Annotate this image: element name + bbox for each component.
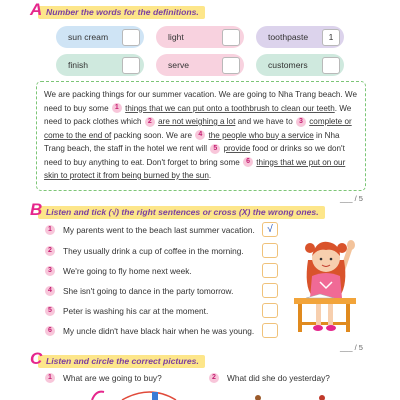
- tick-box[interactable]: [262, 303, 278, 318]
- section-a-letter: A: [30, 0, 43, 19]
- chip-word: serve: [168, 60, 190, 70]
- item-number: 5: [45, 306, 55, 316]
- tick-box[interactable]: [262, 283, 278, 298]
- answer-box[interactable]: [222, 57, 240, 74]
- section-b-score: ___ / 5: [340, 343, 363, 352]
- item-number: 2: [45, 246, 55, 256]
- section-b-letter: B: [30, 200, 43, 219]
- word-chip-light: [156, 26, 244, 48]
- blank-number: 3: [296, 117, 306, 127]
- word-chip-sun-cream: [56, 26, 144, 48]
- definition-underlined: are not weighing a lot: [158, 117, 236, 126]
- picture-options-partial: [0, 388, 400, 400]
- question-text: What did she do yesterday?: [227, 373, 330, 383]
- section-b-header: [30, 200, 325, 219]
- chip-word: toothpaste: [268, 32, 309, 42]
- statement-row: [44, 324, 254, 338]
- tick-box[interactable]: [262, 263, 278, 278]
- statement-row: [44, 264, 192, 278]
- section-a-title: Number the words for the definitions.: [46, 7, 199, 17]
- section-c-letter: C: [30, 349, 43, 368]
- definition-passage: [36, 81, 366, 191]
- answer-box[interactable]: 1: [322, 29, 340, 46]
- blank-number: 5: [210, 144, 220, 154]
- word-chip-finish: [56, 54, 144, 76]
- passage-text: . We need to pack clothes which: [44, 103, 352, 126]
- section-b-title: Listen and tick (√) the right sentences or cross (X) the wrong ones.: [46, 207, 319, 217]
- chip-word: finish: [68, 60, 89, 70]
- statement-text: My uncle didn't have black hair when he was young.: [63, 326, 255, 336]
- passage-text: food or drinks so we don't need to buy anything to eat. Don't forget to bring some: [44, 144, 345, 167]
- question-1: [44, 373, 162, 383]
- definition-underlined: things that we put on our skin to protect it from being burned by the sun: [44, 157, 346, 180]
- question-2: [208, 373, 330, 383]
- section-a-header: [30, 0, 205, 19]
- passage-text: .: [208, 171, 212, 180]
- definition-underlined: complete or come to the end of: [44, 117, 352, 140]
- blank-number: 4: [195, 130, 205, 140]
- passage-text: in Nha Trang beach, the staff in the hotel we rent will: [44, 130, 340, 153]
- blank-number: 6: [243, 157, 253, 167]
- chip-word: sun cream: [68, 32, 109, 42]
- word-chip-customers: [256, 54, 344, 76]
- answer-box[interactable]: [122, 29, 140, 46]
- passage-text: We are packing things for our summer vacation. We are going to Nha Trang beach. We need to buy some: [44, 90, 357, 113]
- tick-box[interactable]: [262, 323, 278, 338]
- tick-box[interactable]: [262, 243, 278, 258]
- word-chip-serve: [156, 54, 244, 76]
- definition-underlined: provide: [223, 144, 251, 153]
- chip-word: customers: [268, 60, 308, 70]
- answer-box[interactable]: [122, 57, 140, 74]
- section-c-title-bar: [38, 355, 205, 368]
- passage-text: and we have to: [235, 117, 295, 126]
- statement-text: We're going to fly home next week.: [63, 266, 192, 276]
- definition-underlined: things that we can put onto a toothbrush to clean our teeth: [125, 103, 335, 113]
- tick-box[interactable]: √: [262, 222, 278, 237]
- item-number: 4: [45, 286, 55, 296]
- item-number: 1: [45, 225, 55, 235]
- statement-text: Peter is washing his car at the moment.: [63, 306, 209, 316]
- statement-text: My parents went to the beach last summer vacation.: [63, 225, 255, 235]
- section-a-score: ___ / 5: [340, 194, 363, 203]
- passage-text: packing soon. We are: [111, 130, 195, 140]
- answer-box[interactable]: [322, 57, 340, 74]
- blank-number: 1: [112, 103, 122, 113]
- statement-text: They usually drink a cup of coffee in the morning.: [63, 246, 244, 256]
- section-c-header: [30, 349, 205, 368]
- item-number: 2: [209, 373, 219, 383]
- item-number: 3: [45, 266, 55, 276]
- question-text: What are we going to buy?: [63, 373, 162, 383]
- statement-row: [44, 223, 255, 237]
- section-b-title-bar: [38, 206, 325, 219]
- item-number: 1: [45, 373, 55, 383]
- item-number: 6: [45, 326, 55, 336]
- statement-row: [44, 284, 233, 298]
- statement-row: [44, 244, 244, 258]
- word-chip-toothpaste: [256, 26, 344, 48]
- statement-row: [44, 304, 208, 318]
- definition-underlined: the people who buy a service: [208, 130, 314, 140]
- blank-number: 2: [145, 117, 155, 127]
- section-a-title-bar: [38, 6, 205, 19]
- girl-at-desk-illustration: [290, 226, 370, 338]
- statement-text: She isn't going to dance in the party tomorrow.: [63, 286, 234, 296]
- answer-box[interactable]: [222, 29, 240, 46]
- chip-word: light: [168, 32, 184, 42]
- section-c-title: Listen and circle the correct pictures.: [46, 356, 199, 366]
